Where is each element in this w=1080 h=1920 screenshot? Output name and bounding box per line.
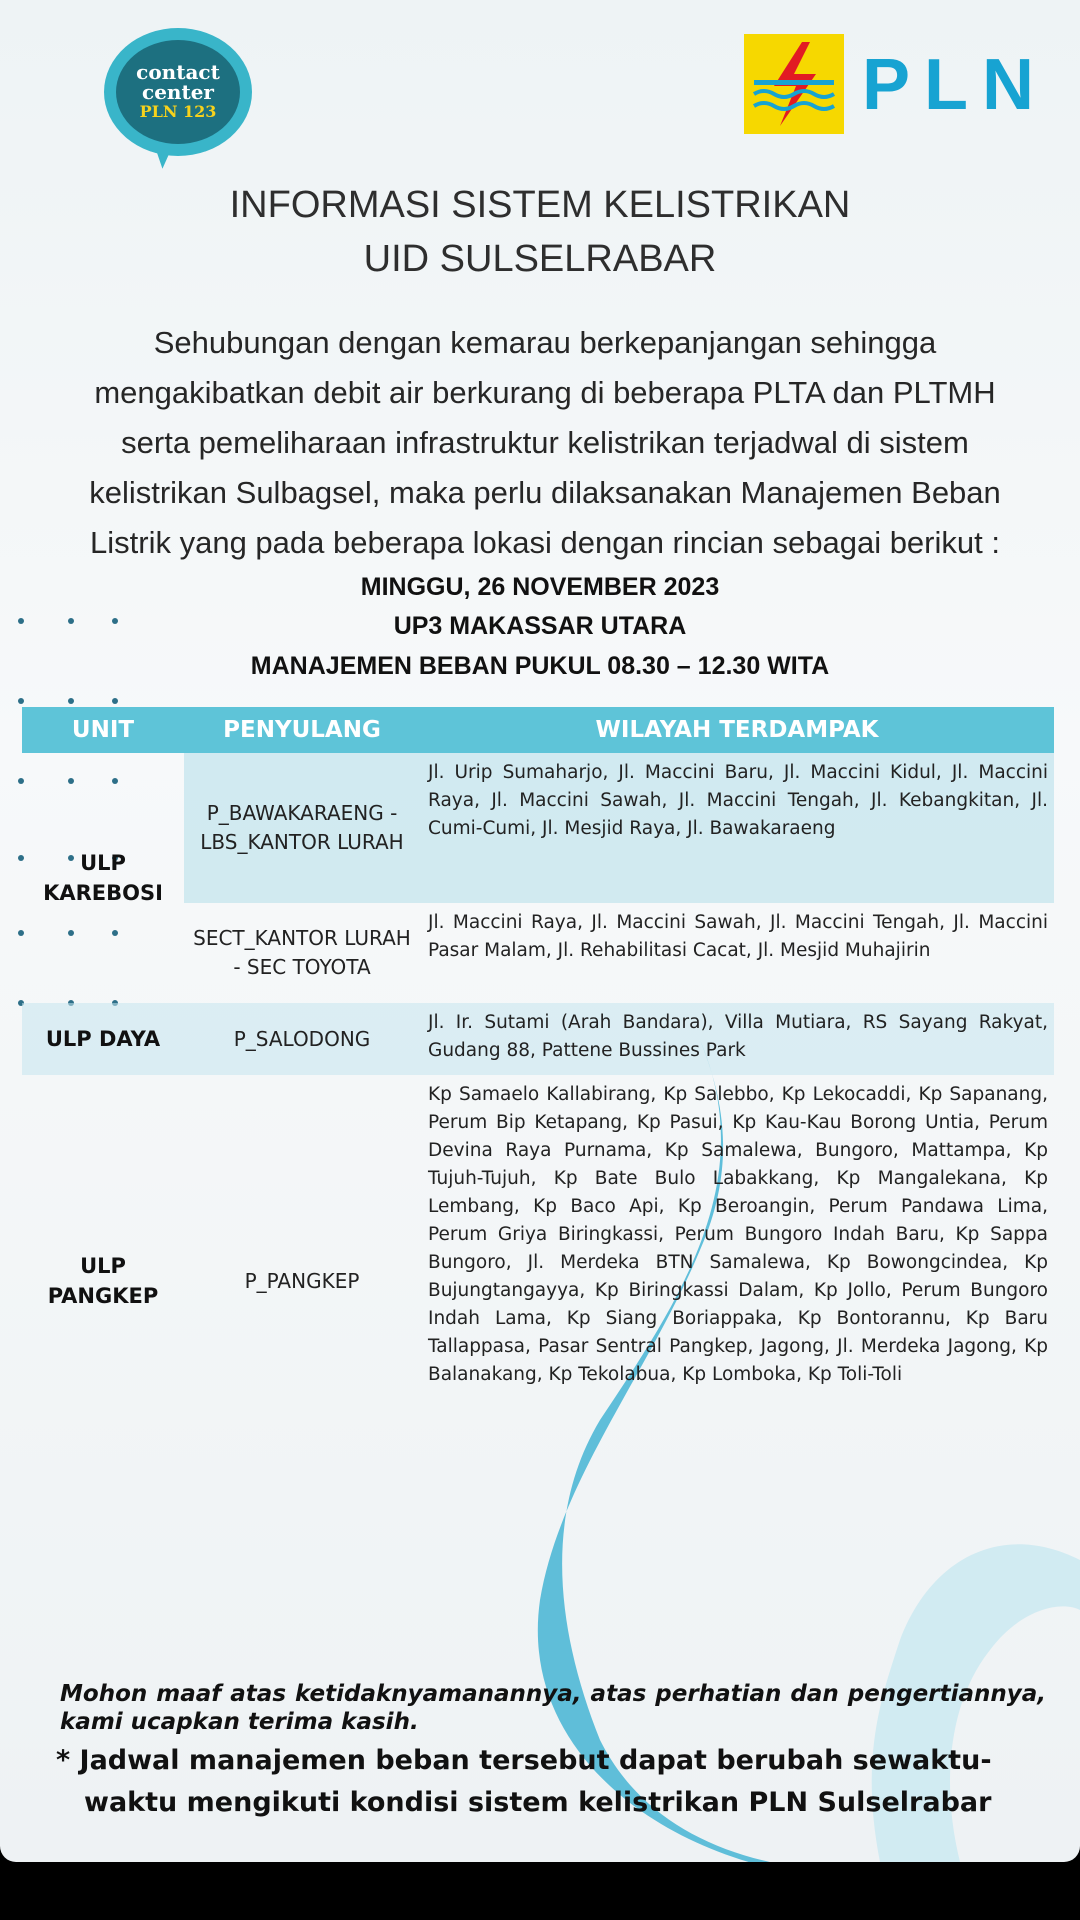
intro-line: serta pemeliharaan infrastruktur kelistrikan terjadwal di sistem [121, 425, 969, 460]
unit-cell: ULP KAREBOSI [43, 851, 163, 905]
pln-logo [744, 34, 1048, 134]
table-group [22, 1075, 1054, 1487]
unit-cell: ULP PANGKEP [47, 1254, 159, 1308]
penyulang-cell: P_BAWAKARAENG - LBS_KANTOR LURAH [200, 801, 404, 854]
intro-line: mengakibatkan debit air berkurang di beberapa PLTA dan PLTMH [94, 375, 996, 410]
table-row [184, 903, 1054, 1003]
logo-text-pln123: PLN 123 [139, 102, 217, 121]
schedule-date: MINGGU, 26 NOVEMBER 2023 [360, 573, 720, 601]
table-row [184, 753, 1054, 903]
note-line-1: * Jadwal manajemen beban tersebut dapat berubah sewaktu- [56, 1745, 992, 1776]
header-penyulang: PENYULANG [223, 717, 381, 743]
wilayah-cell: Kp Samaelo Kallabirang, Kp Salebbo, Kp Lekocaddi, Kp Sapanang, Perum Bip Ketapang, Kp Pasui, Kp Kau-Kau Borong Untia, Perum Devina Raya Purnama, Kp Samalewa, Bungoro, Mattampa, Kp Tujuh-Tujuh, Kp Bate Bulo Labakkang, Kp Mangalekana, Kp Lembang, Kp Baco Api, Kp Beroangin, Perum Pandawa Lima, Perum Griya Biringkassi, Perum Bungoro Indah Baru, Kp Sappa Bungoro, Jl. Merdeka BTN Samalewa, Kp Bowongcindea, Kp Bujungtangayya, Kp Biringkassi Dalam, Kp Jollo, Perum Bungoro Indah Lama, Kp Siang Boriappaka, Kp Bontorannu, Kp Baru Tallappasa, Pasar Sentral Pangkep, Jagong, Jl. Merdeka Jagong, Kp Balanakang, Kp Tekolabua, Kp Lomboka, Kp Toli-Toli [428, 1084, 1048, 1385]
wilayah-cell: Jl. Urip Sumaharjo, Jl. Maccini Baru, Jl. Maccini Kidul, Jl. Maccini Raya, Jl. Maccini Sawah, Jl. Maccini Tengah, Jl. Kebangkitan, Jl. Cumi-Cumi, Jl. Mesjid Raya, Jl. Bawakaraeng [428, 762, 1048, 839]
penyulang-cell: SECT_KANTOR LURAH - SEC TOYOTA [193, 926, 411, 979]
logo-text-center: center [142, 80, 214, 104]
table-header [22, 707, 1054, 753]
header-wilayah: WILAYAH TERDAMPAK [595, 717, 879, 743]
schedule-time: MANAJEMEN BEBAN PUKUL 08.30 – 12.30 WITA [250, 652, 830, 680]
logo-text-contact: contact [136, 60, 220, 84]
intro-line: Listrik yang pada beberapa lokasi dengan rincian sebagai berikut : [90, 525, 1000, 560]
affected-areas-table [22, 707, 1054, 1487]
wilayah-cell: Jl. Ir. Sutami (Arah Bandara), Villa Mutiara, RS Sayang Rakyat, Gudang 88, Pattene Bussines Park [428, 1012, 1048, 1061]
schedule-unit: UP3 MAKASSAR UTARA [393, 612, 687, 640]
unit-cell: ULP DAYA [45, 1027, 161, 1051]
note-line-2: waktu mengikuti kondisi sistem kelistrikan PLN Sulselrabar [84, 1787, 992, 1818]
intro-paragraph [58, 318, 1032, 568]
penyulang-cell: P_PANGKEP [244, 1268, 360, 1293]
title-line-2: UID SULSELRABAR [363, 238, 717, 280]
header-unit: UNIT [71, 717, 135, 743]
pln-emblem-icon [744, 34, 844, 134]
penyulang-cell: P_SALODONG [233, 1026, 371, 1051]
table-group [22, 753, 1054, 1003]
contact-center-logo [104, 28, 254, 168]
title-line-1: INFORMASI SISTEM KELISTRIKAN [229, 184, 851, 226]
pln-wordmark: PLN [862, 45, 1048, 125]
intro-line: kelistrikan Sulbagsel, maka perlu dilaksanakan Manajemen Beban [89, 475, 1001, 510]
closing-message: Mohon maaf atas ketidaknyamanannya, atas perhatian dan pengertiannya, kami ucapkan terima kasih. [60, 1681, 1046, 1735]
schedule-note [56, 1740, 1046, 1824]
table-group [22, 1003, 1054, 1075]
intro-line: Sehubungan dengan kemarau berkepanjangan sehingga [153, 325, 937, 360]
wilayah-cell: Jl. Maccini Raya, Jl. Maccini Sawah, Jl. Maccini Tengah, Jl. Maccini Pasar Malam, Jl. Rehabilitasi Cacat, Jl. Mesjid Muhajirin [428, 912, 1048, 961]
